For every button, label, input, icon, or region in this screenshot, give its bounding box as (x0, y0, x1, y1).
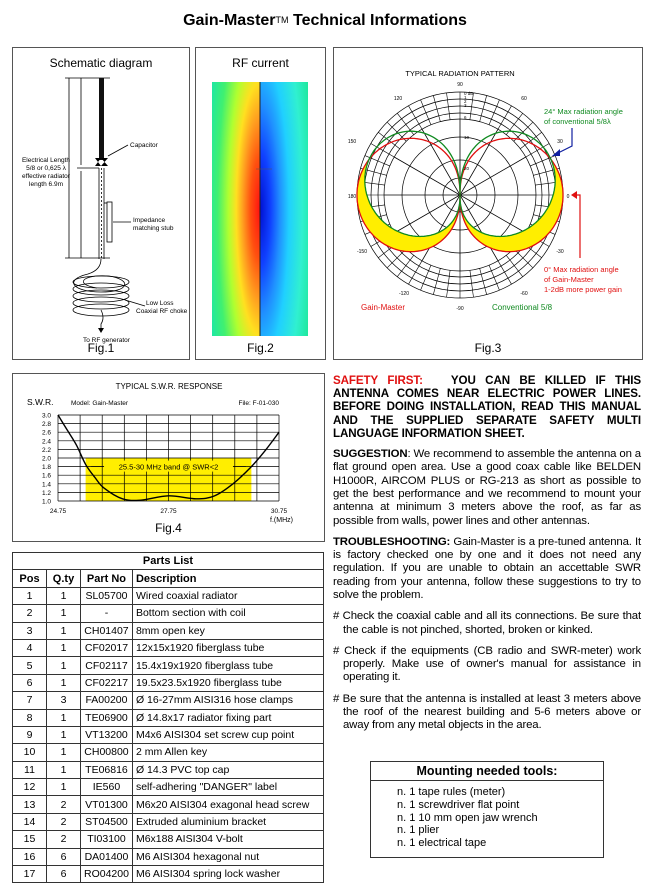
tool-item: n. 1 electrical tape (397, 837, 603, 850)
tool-item: n. 1 screwdriver flat point (397, 799, 603, 812)
cell-pos: 15 (13, 831, 47, 848)
cell-pos: 1 (13, 587, 47, 604)
cell-qty: 1 (47, 639, 81, 656)
fig1-title: Schematic diagram (13, 56, 189, 70)
page-title (0, 12, 650, 30)
table-row (13, 657, 324, 674)
title-rest: Technical Informations (289, 12, 467, 29)
ring-label: 1 (464, 95, 467, 100)
fig4-caption: Fig.4 (13, 521, 324, 535)
cell-qty: 1 (47, 726, 81, 743)
ring-label: 0 dB (464, 91, 473, 96)
fig1-panel (12, 47, 190, 360)
angle-label: 150 (348, 139, 357, 145)
cell-pos: 3 (13, 622, 47, 639)
cell-qty: 1 (47, 605, 81, 622)
red-arrowhead (571, 191, 577, 199)
tool-item: n. 1 tape rules (meter) (397, 786, 603, 799)
angle-label: 180 (348, 194, 357, 200)
cell-pos: 7 (13, 692, 47, 709)
safety-body: YOU CAN BE KILLED IF THIS ANTENNA COMES NEAR ELECTRIC POWER LINES. BEFORE DOING INSTALLATION, READ THIS MANUAL AND THE SUPPLIED SEPARATE SAFETY MULTI LANGUAGE INFORMATION SHEET. (333, 374, 641, 440)
fig2-caption: Fig.2 (196, 341, 325, 355)
cell-qty: 1 (47, 744, 81, 761)
cell-pos: 6 (13, 674, 47, 691)
y-tick-label: 1.0 (42, 499, 51, 506)
table-row (13, 605, 324, 622)
y-tick-label: 2.8 (42, 421, 51, 428)
check-item: # Be sure that the antenna is installed at least 3 meters above the roof of the nearest building and 5-6 meters above or away from any metal objects in the area. (333, 693, 641, 733)
cell-partno: CF02217 (81, 674, 133, 691)
cell-qty: 1 (47, 657, 81, 674)
table-row (13, 848, 324, 865)
angle-label: 30 (557, 139, 563, 145)
cell-description: 19.5x23.5x1920 fiberglass tube (132, 674, 323, 691)
troubleshooting-body: Gain-Master is a pre-tuned antenna. It is factory checked one by one and it does not need any regulation. If you are unable to obtain an accettable SWR reading from your antenna, follow these suggestions to try to solve the problem. (333, 536, 641, 601)
cell-pos: 13 (13, 796, 47, 813)
cell-description: 12x15x1920 fiberglass tube (132, 639, 323, 656)
cell-pos: 14 (13, 813, 47, 830)
table-row (13, 866, 324, 883)
cell-qty: 2 (47, 831, 81, 848)
cell-description: Extruded aluminium bracket (132, 813, 323, 830)
cell-partno: ST04500 (81, 813, 133, 830)
table-row (13, 639, 324, 656)
y-axis-label: S.W.R. (27, 397, 53, 407)
ring-label: 2 (464, 99, 467, 104)
cell-description: M6x188 AISI304 V-bolt (132, 831, 323, 848)
angle-label: 0 (567, 194, 570, 200)
cell-pos: 2 (13, 605, 47, 622)
check-item: # Check the coaxial cable and all its connections. Be sure that the cable is not pinched, shorted, broken or kinked. (333, 610, 641, 637)
table-row (13, 813, 324, 830)
cell-partno: DA01400 (81, 848, 133, 865)
cell-partno: SL05700 (81, 587, 133, 604)
cell-partno: FA00200 (81, 692, 133, 709)
green-annotation: of conventional 5/8λ (544, 117, 611, 126)
troubleshooting-paragraph (333, 536, 641, 602)
table-row (13, 831, 324, 848)
cell-qty: 1 (47, 587, 81, 604)
choke-label-2: Coaxial RF choke (136, 308, 188, 315)
safety-label: SAFETY FIRST: (333, 374, 423, 387)
tools-title: Mounting needed tools: (371, 762, 603, 781)
table-row (13, 726, 324, 743)
y-tick-label: 1.8 (42, 464, 51, 471)
x-tick-label: 30.75 (271, 508, 288, 515)
cell-description: Bottom section with coil (132, 605, 323, 622)
cell-description: Ø 14.8x17 radiator fixing part (132, 709, 323, 726)
cell-qty: 1 (47, 779, 81, 796)
table-row (13, 674, 324, 691)
stub-label-2: matching stub (133, 225, 174, 232)
cell-partno: TE06816 (81, 761, 133, 778)
x-tick-label: 24.75 (50, 508, 67, 515)
table-row (13, 744, 324, 761)
table-row (13, 709, 324, 726)
cell-description: 8mm open key (132, 622, 323, 639)
capacitor-label: Capacitor (130, 142, 159, 149)
cell-partno: CF02017 (81, 639, 133, 656)
swr-chart (13, 374, 326, 543)
cell-pos: 12 (13, 779, 47, 796)
cell-partno: CH01407 (81, 622, 133, 639)
fig1-caption: Fig.1 (13, 341, 189, 355)
radiator-element (99, 78, 104, 160)
fig3-panel (333, 47, 643, 360)
cell-partno: VT01300 (81, 796, 133, 813)
check-item: # Check if the equipments (CB radio and SWR-meter) work properly. Make use of owner's manual for assistance in operating it. (333, 645, 641, 685)
ring-label: 10 (464, 135, 470, 140)
legend-gain-master: Gain-Master (361, 303, 405, 312)
angle-label: 60 (521, 96, 527, 102)
cell-description: Ø 16-27mm AISI316 hose clamps (132, 692, 323, 709)
generator-label: To RF generator (83, 337, 131, 344)
ring-label: 3 (464, 103, 467, 108)
cell-partno: TI03100 (81, 831, 133, 848)
y-tick-label: 1.2 (42, 490, 51, 497)
cell-description: M4x6 AISI304 set screw cup point (132, 726, 323, 743)
instructions-text (333, 374, 641, 741)
red-annotation: 0° Max radiation angle (544, 265, 619, 274)
cell-qty: 1 (47, 674, 81, 691)
file-label: File: F-01-030 (239, 400, 280, 407)
parts-list-title: Parts List (13, 553, 324, 570)
cell-description: 15.4x19x1920 fiberglass tube (132, 657, 323, 674)
cell-partno: TE06900 (81, 709, 133, 726)
safety-warning (333, 374, 641, 440)
cell-qty: 1 (47, 709, 81, 726)
y-tick-label: 2.2 (42, 447, 51, 454)
cell-pos: 4 (13, 639, 47, 656)
cell-partno: IE560 (81, 779, 133, 796)
red-annotation: of Gain-Master (544, 275, 594, 284)
ring-label: 20 (464, 166, 470, 171)
stub-label-1: Impedance (133, 217, 166, 224)
fig2-panel (195, 47, 326, 360)
table-row (13, 622, 324, 639)
schematic-diagram (13, 48, 191, 361)
cell-partno: VT13200 (81, 726, 133, 743)
angle-label: 90 (457, 82, 463, 88)
angle-label: -60 (520, 291, 527, 297)
table-row (13, 779, 324, 796)
cell-pos: 5 (13, 657, 47, 674)
cell-pos: 17 (13, 866, 47, 883)
chart-title: TYPICAL S.W.R. RESPONSE (116, 382, 223, 391)
length-label-4: length 6.9m (29, 181, 63, 188)
table-row (13, 796, 324, 813)
radiation-pattern (334, 48, 644, 361)
y-tick-label: 2.4 (42, 438, 51, 445)
cell-qty: 6 (47, 848, 81, 865)
col-partno: Part No (81, 570, 133, 587)
cell-pos: 11 (13, 761, 47, 778)
angle-label: -120 (399, 291, 409, 297)
radiation-title: TYPICAL RADIATION PATTERN (405, 69, 514, 78)
band-label: 25.5-30 MHz band @ SWR<2 (119, 463, 219, 472)
angle-label: -150 (357, 249, 367, 255)
length-label-1: Electrical Length (22, 157, 70, 164)
suggestion-label: SUGGESTION (333, 448, 407, 460)
col-pos: Pos (13, 570, 47, 587)
cell-description: self-adhering "DANGER" label (132, 779, 323, 796)
cell-qty: 2 (47, 796, 81, 813)
rf-current-map (212, 82, 308, 336)
length-label-2: 5/8 or 0,625 λ (26, 165, 66, 172)
y-tick-label: 1.6 (42, 473, 51, 480)
y-tick-label: 1.4 (42, 481, 51, 488)
cell-pos: 8 (13, 709, 47, 726)
cell-qty: 1 (47, 622, 81, 639)
y-tick-label: 2.6 (42, 430, 51, 437)
legend-conventional: Conventional 5/8 (492, 303, 553, 312)
red-arrow (574, 195, 580, 258)
cell-partno: - (81, 605, 133, 622)
y-tick-label: 3.0 (42, 413, 51, 420)
cell-partno: CH00800 (81, 744, 133, 761)
cell-description: Wired coaxial radiator (132, 587, 323, 604)
cell-description: Ø 14.3 PVC top cap (132, 761, 323, 778)
fig2-title: RF current (196, 56, 325, 70)
green-annotation: 24° Max radiation angle (544, 107, 623, 116)
model-label: Model: Gain-Master (71, 400, 129, 407)
table-row (13, 587, 324, 604)
cell-pos: 9 (13, 726, 47, 743)
cell-pos: 16 (13, 848, 47, 865)
parts-header-row (13, 570, 324, 587)
cell-qty: 2 (47, 813, 81, 830)
suggestion-paragraph (333, 448, 641, 528)
x-axis-label: f.(MHz) (270, 517, 293, 524)
cell-description: M6 AISI304 spring lock washer (132, 866, 323, 883)
cell-description: M6x20 AISI304 exagonal head screw (132, 796, 323, 813)
cell-description: 2 mm Allen key (132, 744, 323, 761)
cell-partno: CF02117 (81, 657, 133, 674)
length-label-3: effective radiator (22, 173, 71, 180)
choke-label-1: Low Loss (146, 300, 174, 307)
red-annotation: 1-2dB more power gain (544, 285, 622, 294)
fig4-panel (12, 373, 325, 542)
tool-item: n. 1 10 mm open jaw wrench (397, 812, 603, 825)
angle-label: -30 (556, 249, 563, 255)
table-row (13, 692, 324, 709)
cell-pos: 10 (13, 744, 47, 761)
tool-item: n. 1 plier (397, 824, 603, 837)
cell-qty: 3 (47, 692, 81, 709)
ring-label: 6 (464, 115, 467, 120)
suggestion-body: : We recommend to assemble the antenna on a flat ground open area. Use a good coax cable like BELDEN H1000R, AIRCOM PLUS or RG-213 as short as possible to get the best performance and we recommend to mount your antenna at minimum 3 meters above the roof, as far as possible from walls, power lines and other antennas. (333, 448, 641, 526)
parts-list-table (12, 552, 324, 883)
title-brand: Gain-Master (183, 12, 275, 29)
col-description: Description (132, 570, 323, 587)
mounting-tools-box (370, 761, 604, 858)
cell-description: M6 AISI304 hexagonal nut (132, 848, 323, 865)
angle-label: -90 (456, 306, 463, 312)
col-qty: Q.ty (47, 570, 81, 587)
cell-partno: RO04200 (81, 866, 133, 883)
y-tick-label: 2.0 (42, 456, 51, 463)
cell-qty: 1 (47, 761, 81, 778)
cell-qty: 6 (47, 866, 81, 883)
troubleshooting-label: TROUBLESHOOTING: (333, 536, 450, 548)
table-row (13, 761, 324, 778)
fig3-caption: Fig.3 (334, 341, 642, 355)
angle-label: 120 (394, 96, 403, 102)
trademark: TM (276, 15, 289, 25)
x-tick-label: 27.75 (160, 508, 177, 515)
